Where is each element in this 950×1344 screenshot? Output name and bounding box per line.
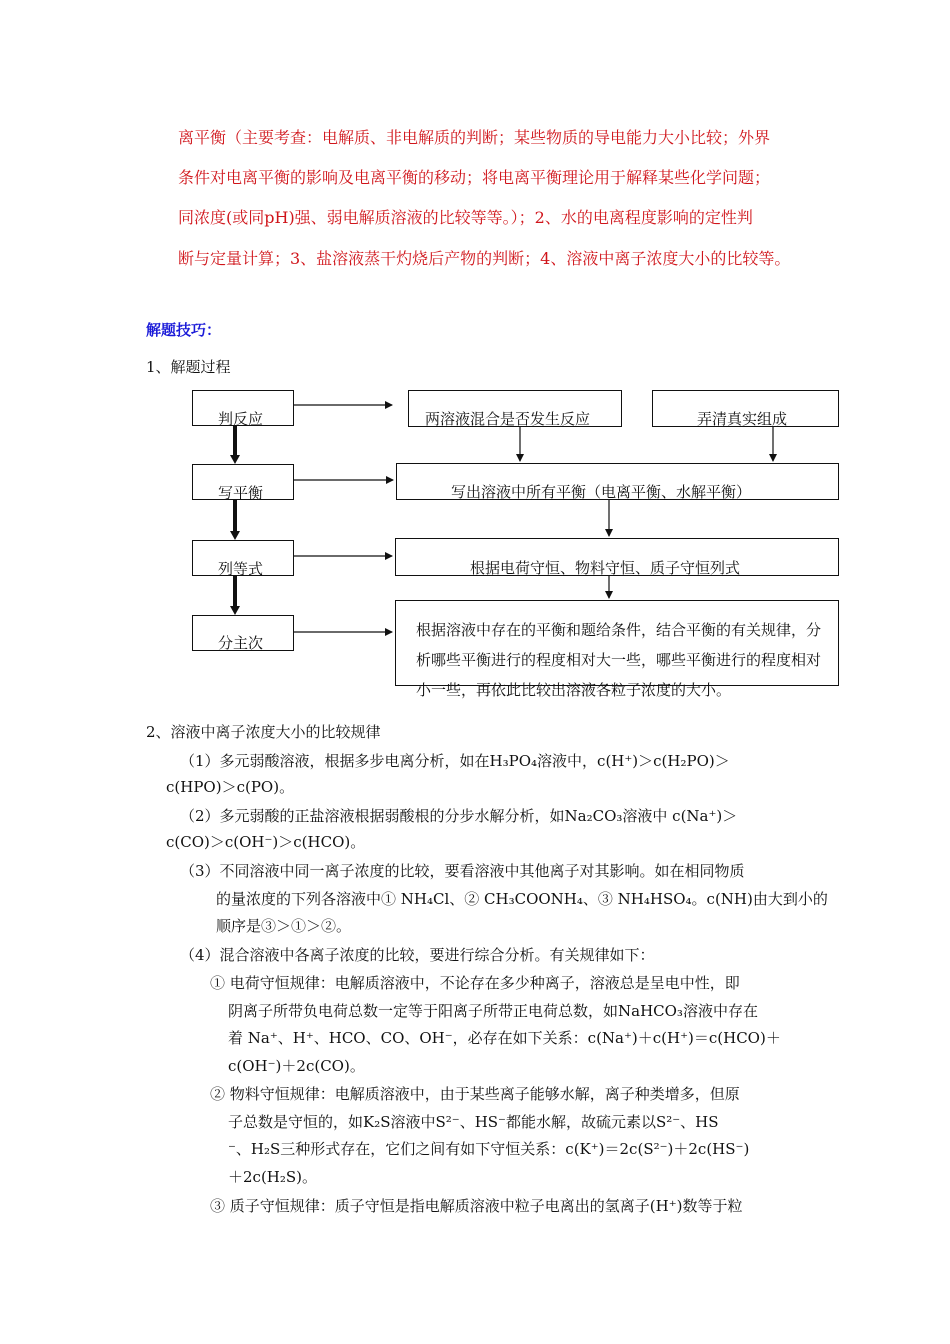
rule-line-14: 子总数是守恒的，如K₂S溶液中S²⁻、HS⁻都能水解，故硫元素以S²⁻、HS: [228, 1113, 719, 1131]
rule-line-1: （1）多元弱酸溶液，根据多步电离分析，如在H₃PO₄溶液中，c(H⁺)＞c(H₂PO)＞: [180, 752, 730, 770]
rule-line-4: c(CO)＞c(OH⁻)＞c(HCO)。: [166, 833, 366, 851]
rule-line-10: 阴离子所带负电荷总数一定等于阳离子所带正电荷总数，如NaHCO₃溶液中存在: [228, 1002, 758, 1020]
rule-line-13: ② 物料守恒规律：电解质溶液中，由于某些离子能够水解，离子种类增多，但原: [210, 1085, 740, 1103]
arrowhead-step-1-2: [230, 455, 240, 464]
rule-line-15: ⁻、H₂S三种形式存在，它们之间有如下守恒关系：c(K⁺)＝2c(S²⁻)＋2c(HS⁻): [228, 1140, 750, 1158]
intro-line-2: 条件对电离平衡的影响及电离平衡的移动；将电离平衡理论用于解释某些化学问题；: [178, 168, 771, 187]
rule-title: 2、溶液中离子浓度大小的比较规律: [146, 723, 381, 741]
arrowhead-step-3-4: [230, 606, 240, 615]
rule-line-8: （4）混合溶液中各离子浓度的比较，要进行综合分析。有关规律如下：: [180, 946, 655, 964]
step-label-primary: 分主次: [218, 634, 264, 652]
arrowhead-step-2-3: [230, 531, 240, 540]
rule-line-11: 着 Na⁺、H⁺、HCO、CO、OH⁻，必存在如下关系：c(Na⁺)＋c(H⁺)＝c(HCO)＋: [228, 1029, 781, 1047]
box-real-composition-label: 弄清真实组成: [697, 410, 788, 428]
intro-line-1: 离平衡（主要考查：电解质、非电解质的判断；某些物质的导电能力大小比较；外界: [178, 128, 771, 147]
box-conservation-label: 根据电荷守恒、物料守恒、质子守恒列式: [470, 559, 741, 577]
step-label-equation: 列等式: [218, 560, 264, 578]
step-label-react: 判反应: [218, 410, 264, 428]
rule-line-16: ＋2c(H₂S)。: [228, 1168, 318, 1186]
box-primary-secondary-text: 根据溶液中存在的平衡和题给条件，结合平衡的有关规律，分析哪些平衡进行的程度相对大一些，哪些平衡进行的程度相对小一些，再依此比较出溶液各粒子浓度的大小。: [416, 621, 822, 699]
box-mix-reaction-label: 两溶液混合是否发生反应: [425, 410, 591, 428]
process-title: 1、解题过程: [146, 358, 231, 376]
box-write-balance-label: 写出溶液中所有平衡（电离平衡、水解平衡）: [451, 483, 752, 501]
intro-line-3: 同浓度(或同pH)强、弱电解质溶液的比较等等。）；2、水的电离程度影响的定性判: [178, 208, 753, 227]
rule-line-9: ① 电荷守恒规律：电解质溶液中，不论存在多少种离子，溶液总是呈电中性，即: [210, 974, 740, 992]
rule-line-12: c(OH⁻)＋2c(CO)。: [228, 1057, 365, 1075]
rule-line-6: 的量浓度的下列各溶液中① NH₄Cl、② CH₃COONH₄、③ NH₄HSO₄。c(NH)由大到小的: [216, 890, 828, 908]
rule-line-3: （2）多元弱酸的正盐溶液根据弱酸根的分步水解分析，如Na₂CO₃溶液中 c(Na⁺)＞: [180, 807, 738, 825]
intro-line-4: 断与定量计算；3、盐溶液蒸干灼烧后产物的判断；4、溶液中离子浓度大小的比较等。: [178, 249, 791, 268]
rule-line-7: 顺序是③＞①＞②。: [216, 917, 352, 935]
rule-line-17: ③ 质子守恒规律：质子守恒是指电解质溶液中粒子电离出的氢离子(H⁺)数等于粒: [210, 1197, 743, 1215]
rule-line-5: （3）不同溶液中同一离子浓度的比较，要看溶液中其他离子对其影响。如在相同物质: [180, 862, 745, 880]
step-label-balance: 写平衡: [218, 484, 264, 502]
section-heading: 解题技巧：: [146, 321, 222, 339]
rule-line-2: c(HPO)＞c(PO)。: [166, 778, 295, 796]
